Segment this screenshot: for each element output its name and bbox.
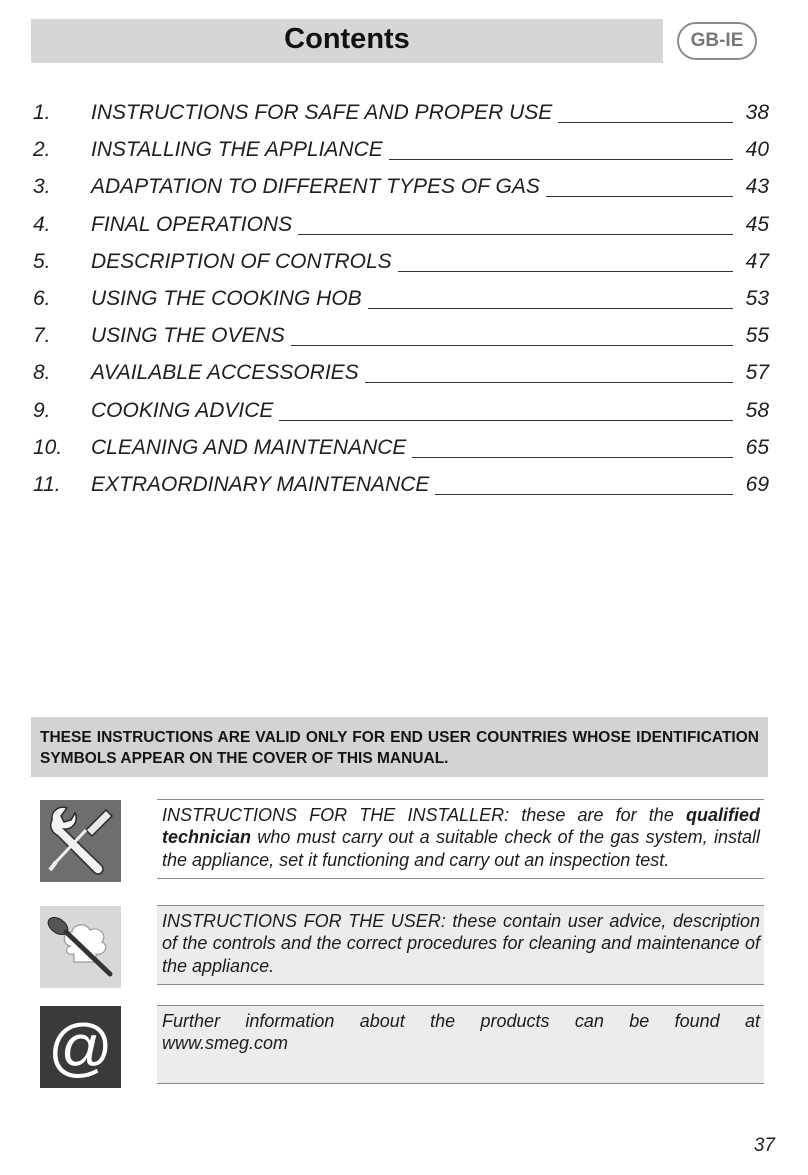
installer-text-before: INSTRUCTIONS FOR THE INSTALLER: these are for the [162,805,686,825]
toc-entry[interactable] [33,467,769,504]
toc-entry-title: AVAILABLE ACCESSORIES [91,361,359,385]
page-title: Contents [284,23,410,55]
toc-entry-title: DESCRIPTION OF CONTROLS [91,249,392,273]
toc-leader-line [298,207,733,235]
spoon-chef-hat-icon [40,906,121,988]
toc-leader-line [279,393,733,421]
toc-entry-title: USING THE OVENS [91,324,285,348]
toc-entry-number: 1. [33,101,51,124]
toc-entry-title: ADAPTATION TO DIFFERENT TYPES OF GAS [91,175,540,199]
toc-leader-line [368,281,733,309]
toc-entry-page: 45 [745,212,769,236]
toc-entry-number: 6. [33,286,51,310]
toc-entry-title: INSTRUCTIONS FOR SAFE AND PROPER USE [91,101,553,124]
toc-entry-title: CLEANING AND MAINTENANCE [91,435,407,459]
toc-leader-line [398,244,733,272]
country-badge: GB-IE [677,22,757,60]
toc-entry-number: 8. [33,361,51,385]
toc-entry-number: 10. [33,435,63,459]
toc-leader-line [291,318,733,346]
toc-entry-page: 69 [745,472,769,496]
table-of-contents [33,95,769,504]
toc-entry-title: EXTRAORDINARY MAINTENANCE [91,472,430,496]
tools-icon [40,800,121,882]
toc-entry-page: 38 [745,101,769,124]
installer-text-bold: qualified technician [162,805,760,848]
toc-entry-title: COOKING ADVICE [91,398,274,422]
toc-entry-page: 58 [745,398,769,422]
toc-leader-line [546,169,733,197]
toc-entry-number: 11. [33,472,61,496]
further-info-text: Further information about the products can be found at [162,1011,760,1031]
installer-instructions [157,799,764,879]
toc-entry-number: 3. [33,175,51,199]
toc-leader-line [412,430,733,458]
toc-entry[interactable] [33,95,769,132]
toc-leader-line [365,355,733,383]
toc-entry-page: 55 [745,324,769,348]
toc-entry[interactable] [33,393,769,430]
toc-entry-title: INSTALLING THE APPLIANCE [91,138,383,162]
toc-leader-line [558,95,733,123]
toc-entry[interactable] [33,318,769,355]
toc-entry-number: 7. [33,324,51,348]
toc-leader-line [435,467,733,495]
toc-entry-page: 65 [745,435,769,459]
svg-text:@: @ [48,1011,113,1083]
installer-text-after: who must carry out a suitable check of the gas system, install the appliance, set it functioning and carry out an inspection test. [162,827,760,870]
toc-entry-page: 53 [745,286,769,310]
toc-entry-page: 57 [745,361,769,385]
user-instructions: INSTRUCTIONS FOR THE USER: these contain user advice, description of the controls and the correct procedures for cleaning and maintenance of the appliance. [157,905,764,985]
validity-notice: THESE INSTRUCTIONS ARE VALID ONLY FOR END USER COUNTRIES WHOSE IDENTIFICATION SYMBOLS APPEAR ON THE COVER OF THIS MANUAL. [31,717,768,777]
toc-entry-number: 5. [33,249,51,273]
toc-entry-page: 40 [745,138,769,162]
toc-entry[interactable] [33,169,769,206]
toc-entry-title: FINAL OPERATIONS [91,212,293,236]
toc-entry[interactable] [33,244,769,281]
toc-entry-number: 2. [33,138,51,162]
toc-entry[interactable] [33,355,769,392]
toc-entry-number: 9. [33,398,51,422]
toc-entry-page: 43 [745,175,769,199]
toc-entry[interactable] [33,281,769,318]
toc-leader-line [389,132,733,160]
page-number: 37 [753,1135,775,1156]
toc-entry-number: 4. [33,212,51,236]
toc-entry[interactable] [33,207,769,244]
further-information [157,1005,764,1084]
toc-entry-title: USING THE COOKING HOB [91,286,362,310]
toc-entry[interactable] [33,132,769,169]
website-link[interactable]: www.smeg.com [162,1033,289,1054]
toc-entry[interactable] [33,430,769,467]
at-sign-icon [40,1006,121,1088]
toc-entry-page: 47 [745,249,769,273]
